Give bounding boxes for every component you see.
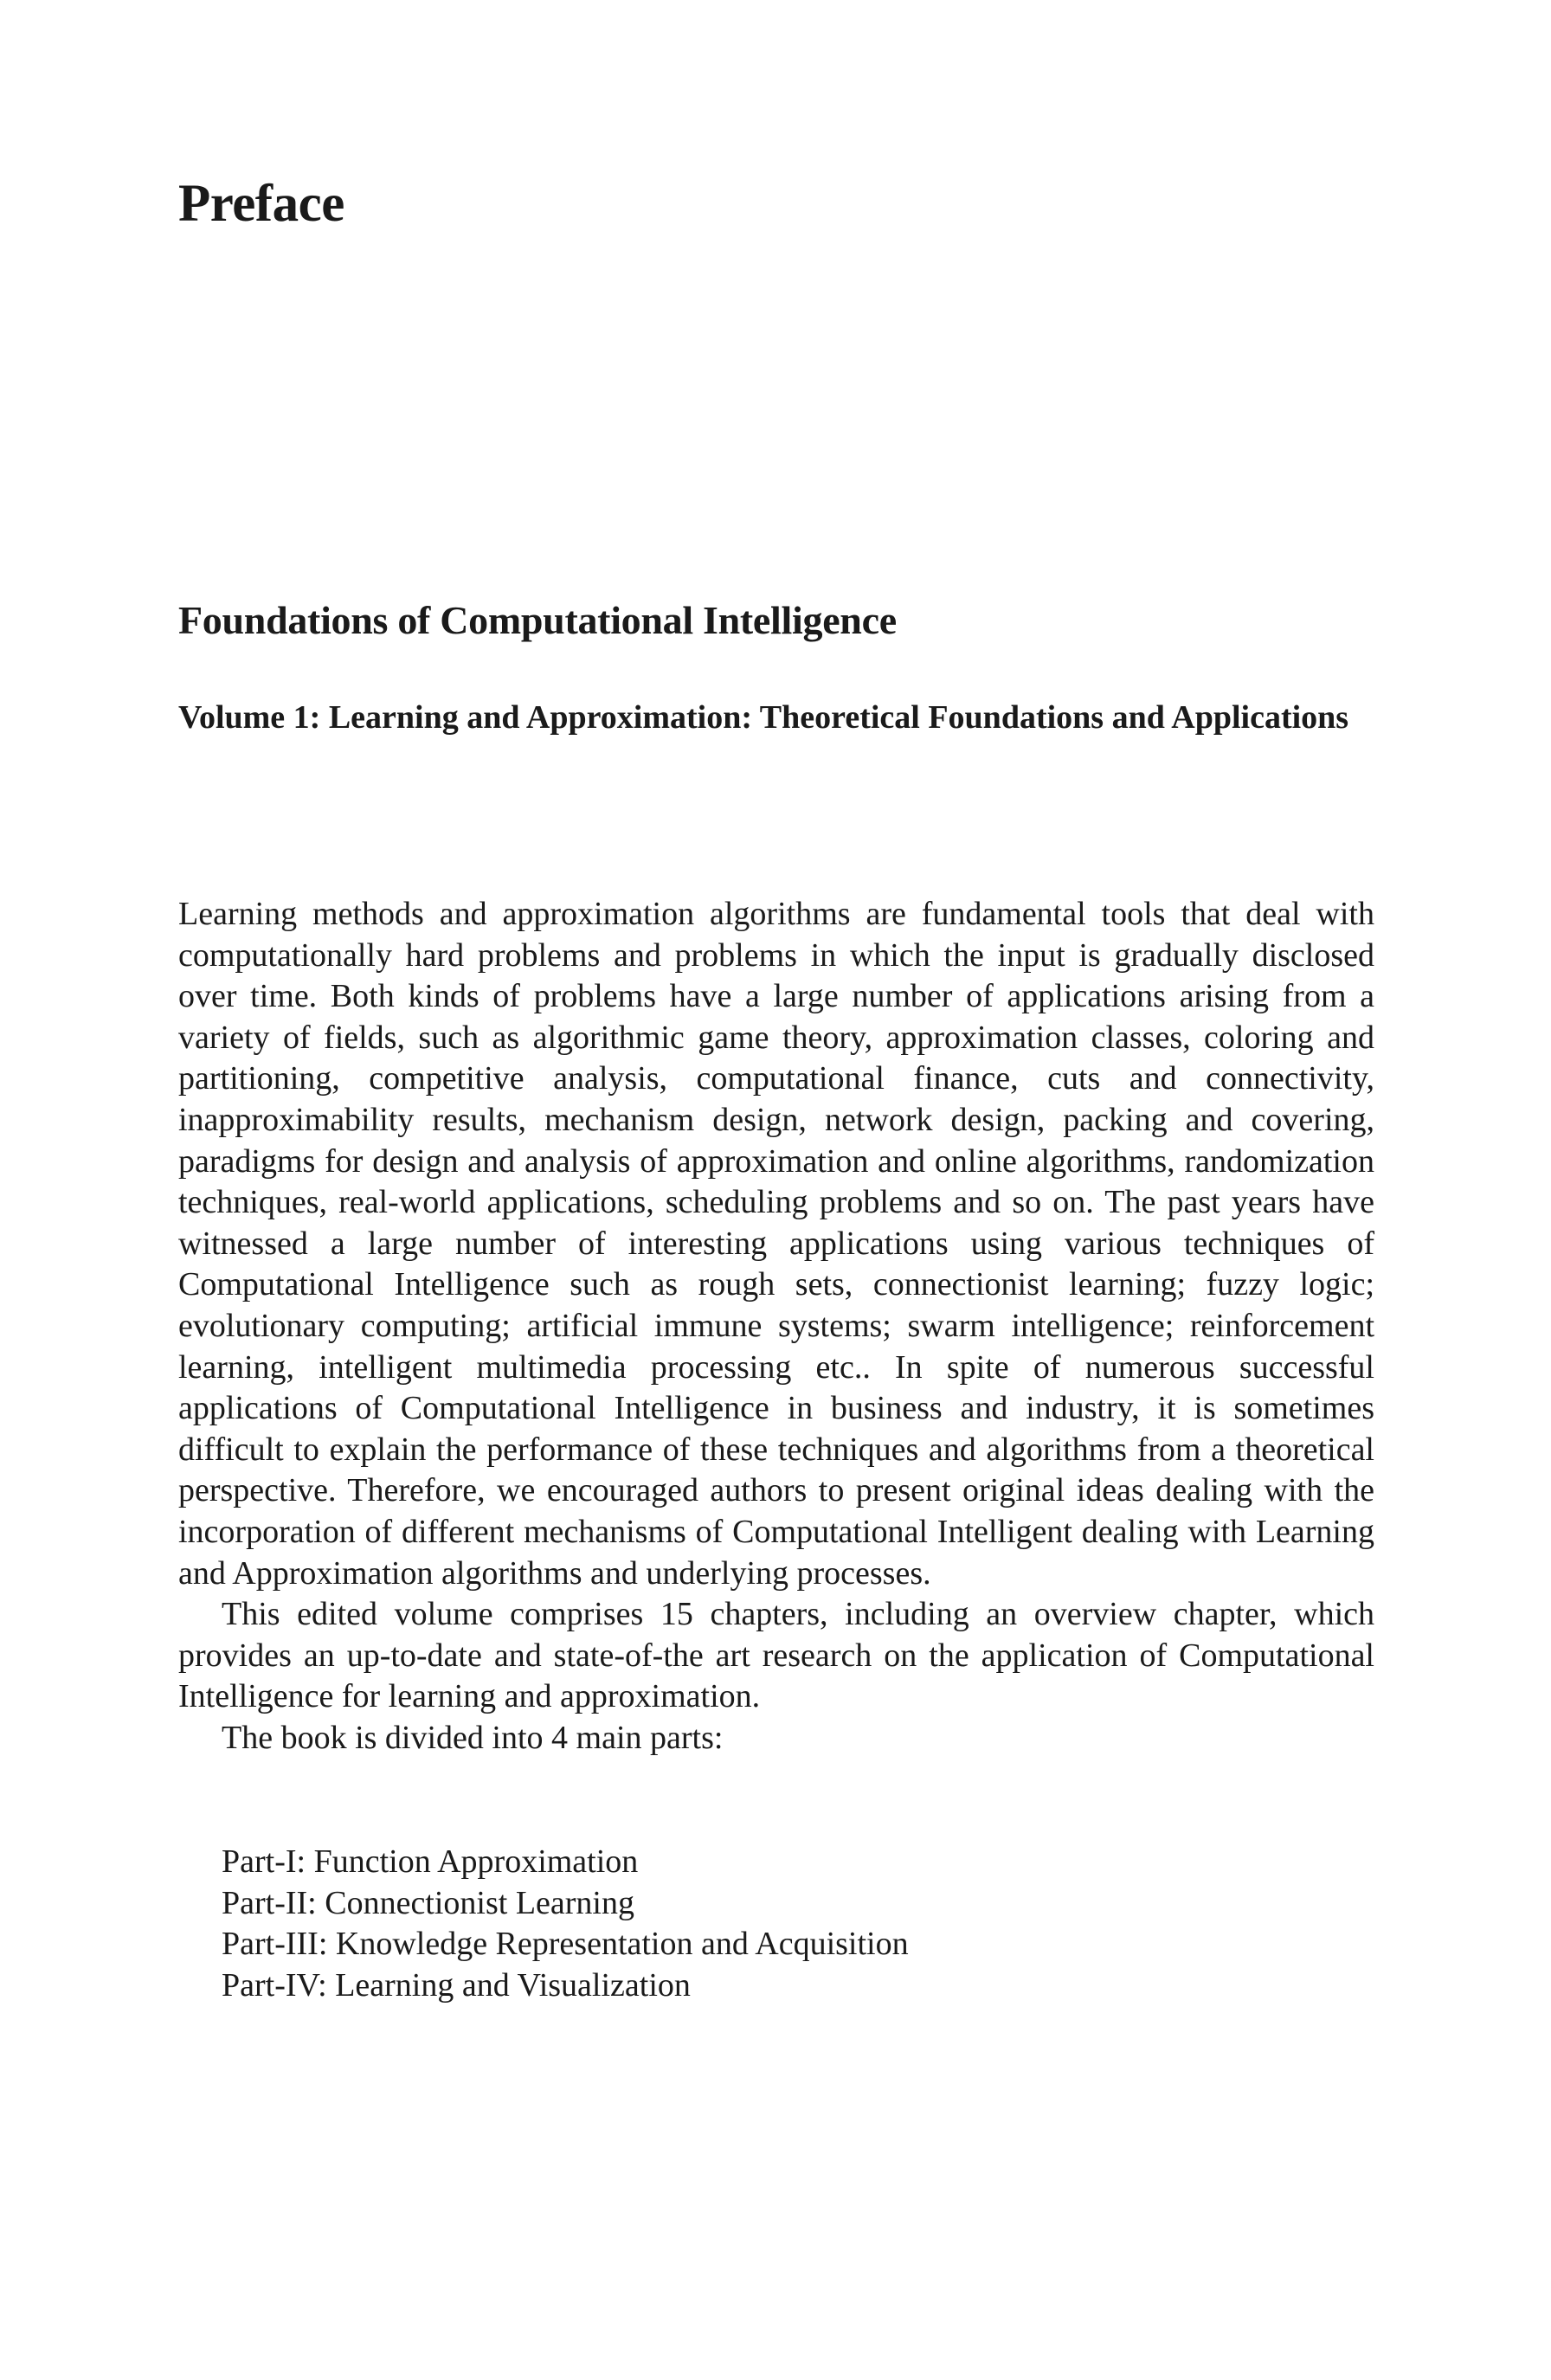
parts-list (222, 1842, 909, 2006)
list-item-part-3: Part-III: Knowledge Representation and Acquisition (222, 1926, 909, 1963)
page-heading: Preface (178, 175, 344, 233)
paragraph-volume-summary: This edited volume comprises 15 chapters, including an overview chapter, which provides an up-to-date and state-of-the art research on the application of Computational Intelligence for learning and approximation. (178, 1596, 1374, 1715)
series-title: Foundations of Computational Intelligence (178, 598, 897, 642)
body-text (178, 894, 1374, 1759)
list-item-part-2: Part-II: Connectionist Learning (222, 1884, 634, 1921)
paragraph-intro: Learning methods and approximation algorithms are fundamental tools that deal with computationally hard problems and problems in which the input is gradually disclosed over time. Both kinds of problems have a large number of applications arising from a variety of fields, such as algorithmic game theory, approximation classes, coloring and partitioning, competitive analysis, computational finance, cuts and connectivity, inapproximability results, mechanism design, network design, packing and covering, paradigms for design and analysis of approximation and online algorithms, randomization techniques, real-world applications, scheduling problems and so on. The past years have witnessed a large number of interesting applications using various techniques of Computational Intelligence such as rough sets, connectionist learning; fuzzy logic; evolutionary computing; artificial immune systems; swarm intelligence; reinforcement learning, intelligent multimedia processing etc.. In spite of numerous successful applications of Computational Intelligence in business and industry, it is sometimes difficult to explain the performance of these techniques and algorithms from a theoretical perspective. Therefore, we encouraged authors to present original ideas dealing with the incorporation of different mechanisms of Computational Intelligent dealing with Learning and Approximation algorithms and underlying processes. (178, 896, 1374, 1592)
list-item-part-4: Part-IV: Learning and Visualization (222, 1966, 691, 2004)
volume-title: Volume 1: Learning and Approximation: Theoretical Foundations and Applications (178, 699, 1349, 736)
paragraph-parts-intro: The book is divided into 4 main parts: (222, 1719, 724, 1756)
list-item-part-1: Part-I: Function Approximation (222, 1843, 639, 1880)
